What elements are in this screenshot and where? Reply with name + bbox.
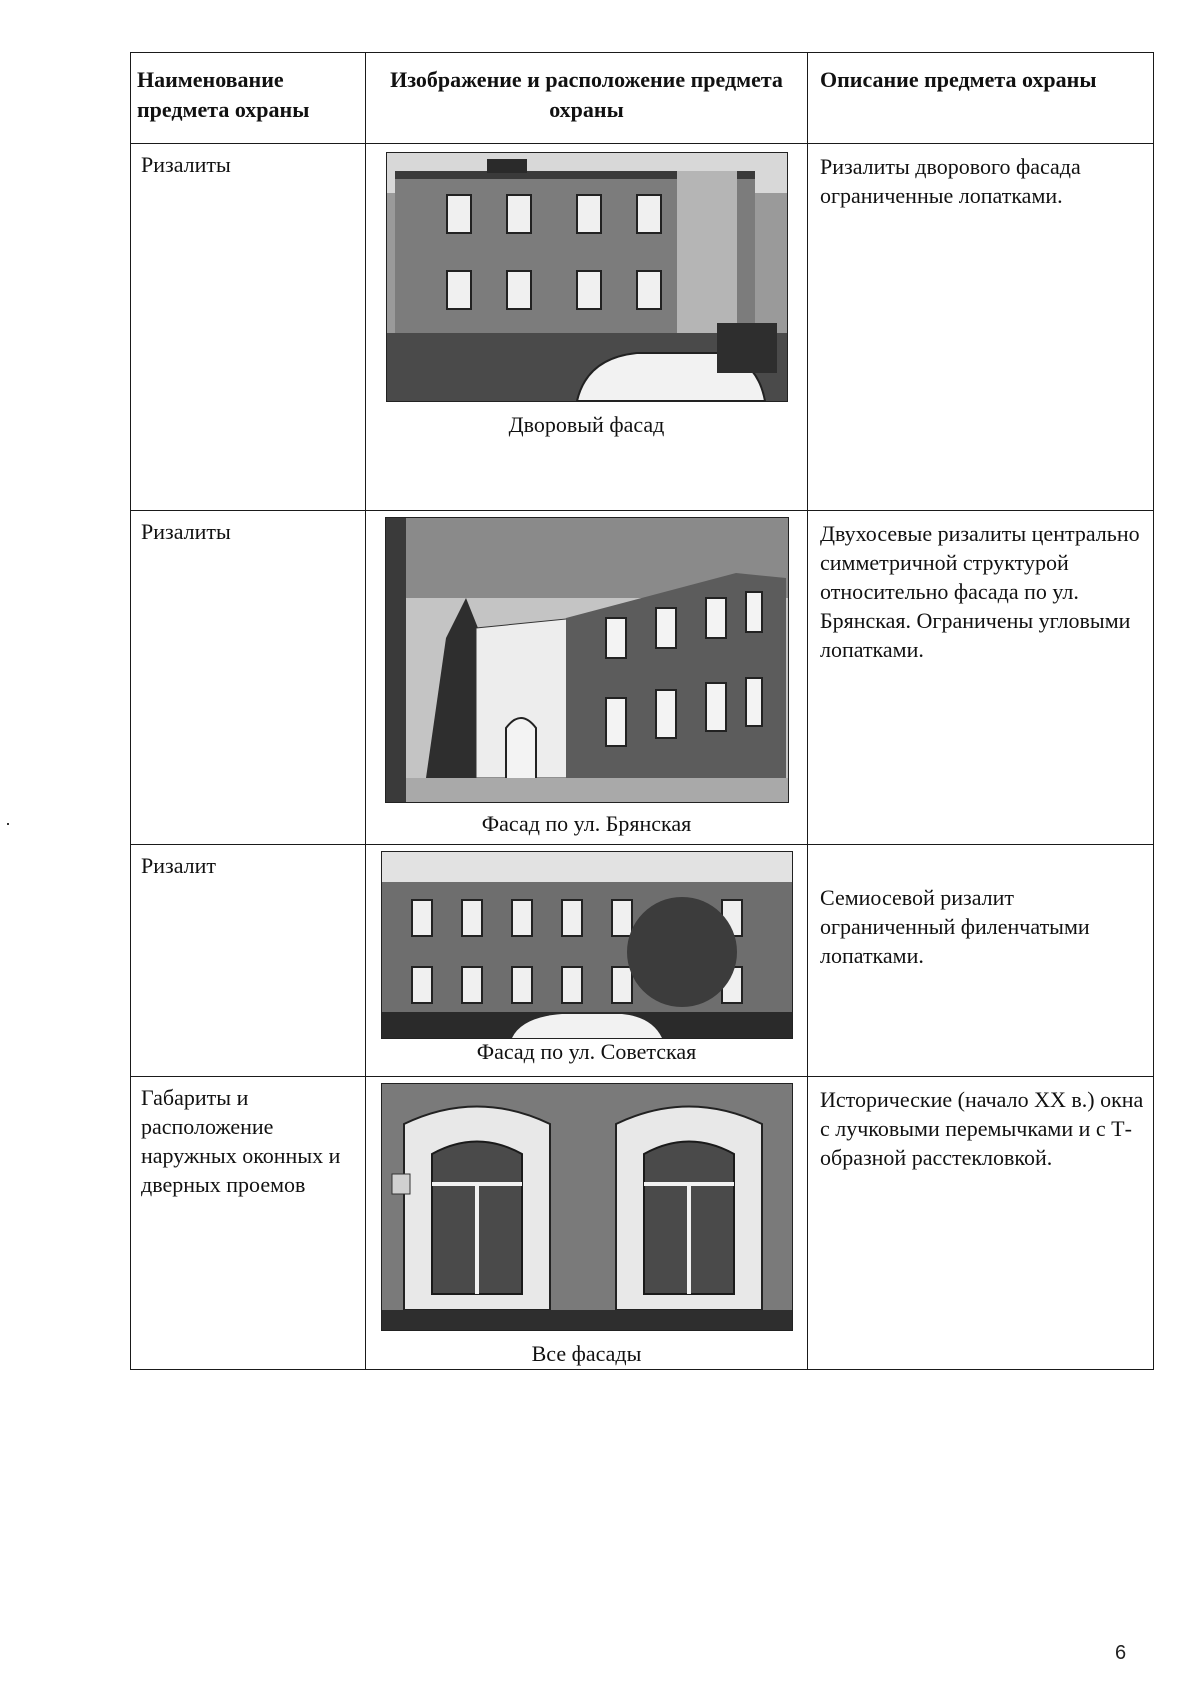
photo-caption: Фасад по ул. Советская bbox=[476, 1039, 697, 1064]
photo-caption: Дворовый фасад bbox=[508, 412, 665, 437]
row-name: Габариты и расположение наружных оконных и дверных проемов bbox=[141, 1085, 341, 1197]
photo-caption: Фасад по ул. Брянская bbox=[481, 811, 692, 836]
table-row bbox=[131, 511, 1154, 845]
header-image: Изображение и расположение предмета охраны bbox=[366, 53, 808, 144]
page-number: 6 bbox=[1115, 1642, 1127, 1664]
row-name: Ризалиты bbox=[141, 152, 231, 177]
protection-subjects-table bbox=[130, 52, 1154, 1370]
row-description: Семиосевой ризалит ограниченный филенчатыми лопатками. bbox=[820, 885, 1090, 968]
windows-photo bbox=[381, 1083, 793, 1331]
header-description: Описание предмета охраны bbox=[808, 53, 1154, 144]
bryanskaya-facade-photo bbox=[385, 517, 789, 803]
row-name: Ризалиты bbox=[141, 519, 231, 544]
row-description: Ризалиты дворового фасада ограниченные лопатками. bbox=[820, 154, 1081, 208]
table-header-row bbox=[131, 53, 1154, 144]
scan-speck bbox=[7, 823, 9, 825]
sovetskaya-facade-photo bbox=[381, 851, 793, 1039]
courtyard-facade-photo bbox=[386, 152, 788, 402]
header-name: Наименование предмета охраны bbox=[131, 53, 366, 144]
row-description: Исторические (начало XX в.) окна с лучковыми перемычками и с Т-образной расстекловкой. bbox=[820, 1087, 1144, 1170]
row-name: Ризалит bbox=[141, 853, 217, 878]
table-row bbox=[131, 144, 1154, 511]
table-row bbox=[131, 845, 1154, 1077]
row-description: Двухосевые ризалиты центрально симметричной структурой относительно фасада по ул. Брянская. Ограничены угловыми лопатками. bbox=[820, 521, 1140, 662]
table-row bbox=[131, 1077, 1154, 1370]
photo-caption: Все фасады bbox=[531, 1341, 642, 1366]
